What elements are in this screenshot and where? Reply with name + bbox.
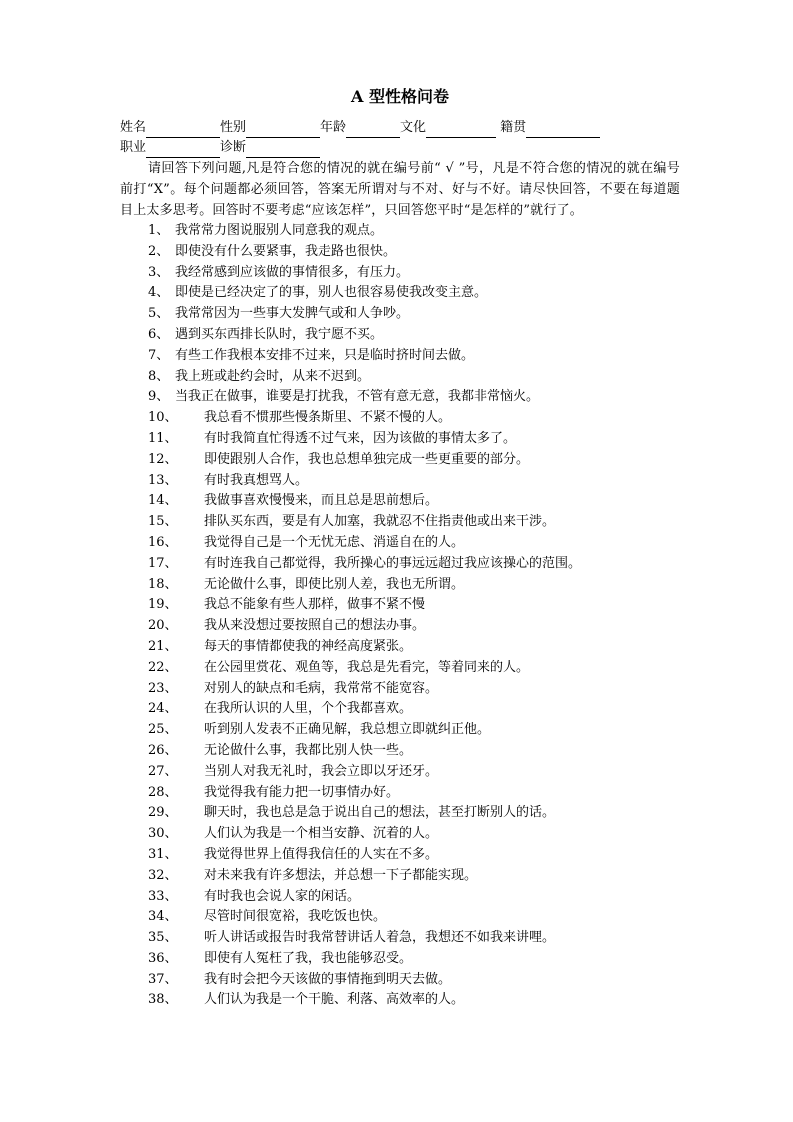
question-item[interactable] [120,491,680,512]
question-text: 人们认为我是一个干脆、利落、高效率的人。 [204,992,465,1008]
question-text: 我总看不惯那些慢条斯里、不紧不慢的人。 [204,410,452,426]
question-text: 遇到买东西排长队时，我宁愿不买。 [175,326,384,342]
question-text: 人们认为我是一个相当安静、沉着的人。 [204,826,439,842]
question-text: 对未来我有许多想法，并总想一下子都能实现。 [204,867,478,883]
question-item[interactable] [120,679,680,700]
question-text: 在我所认识的人里，个个我都喜欢。 [204,701,413,717]
question-text: 我经常感到应该做的事情很多，有压力。 [175,264,410,280]
question-number: 23、 [148,680,178,696]
question-item[interactable] [120,408,680,429]
question-item[interactable] [120,907,680,928]
question-item[interactable] [120,554,680,575]
question-number: 6、 [148,326,170,342]
question-number: 28、 [148,784,178,800]
question-number: 36、 [148,950,178,966]
question-item[interactable] [120,845,680,866]
question-text: 我总不能象有些人那样，做事不紧不慢 [204,597,426,613]
question-item[interactable] [120,263,680,284]
question-item[interactable] [120,221,680,242]
question-number: 11、 [148,430,178,446]
question-number: 4、 [148,285,170,301]
question-text: 每天的事情都使我的神经高度紧张。 [204,638,413,654]
question-number: 29、 [148,805,178,821]
question-item[interactable] [120,471,680,492]
question-item[interactable] [120,304,680,325]
question-text: 我上班或赴约会时，从来不迟到。 [175,368,371,384]
question-number: 7、 [148,347,170,363]
question-text: 我有时会把今天该做的事情拖到明天去做。 [204,971,452,987]
question-number: 25、 [148,722,178,738]
question-item[interactable] [120,990,680,1011]
question-number: 26、 [148,742,178,758]
question-item[interactable] [120,824,680,845]
question-number: 24、 [148,701,178,717]
question-number: 1、 [148,223,170,238]
question-text: 听人讲话或报告时我常替讲话人着急，我想还不如我来讲哩。 [204,930,556,946]
question-item[interactable] [120,970,680,991]
question-number: 31、 [148,846,178,862]
education-field[interactable]: 文化 [400,118,496,138]
question-item[interactable] [120,595,680,616]
question-text: 聊天时，我也总是急于说出自己的想法，甚至打断别人的话。 [204,805,556,821]
question-text: 即使是已经决定了的事，别人也很容易使我改变主意。 [175,285,488,301]
question-item[interactable] [120,283,680,304]
question-item[interactable] [120,866,680,887]
info-row-1 [120,118,680,138]
question-item[interactable] [120,242,680,263]
question-item[interactable] [120,429,680,450]
question-number: 32、 [148,867,178,883]
question-text: 有时我简直忙得透不过气来，因为该做的事情太多了。 [204,430,517,446]
question-list [120,221,680,1011]
native-place-field[interactable]: 籍贯 [496,118,600,138]
question-text: 对别人的缺点和毛病，我常常不能宽容。 [204,680,439,696]
question-number: 9、 [148,389,170,405]
age-field[interactable]: 年龄 [320,118,400,138]
question-item[interactable] [120,949,680,970]
question-item[interactable] [120,512,680,533]
question-number: 35、 [148,930,178,946]
occupation-field[interactable]: 职业 [120,138,220,158]
question-text: 无论做什么事，即使比别人差，我也无所谓。 [204,576,465,592]
question-text: 有时我也会说人家的闲话。 [204,888,361,904]
instructions: 请回答下列问题,凡是符合您的情况的就在编号前“ √ ”号，凡是不符合您的情况的就在编号前打“X”。每个问题都必须回答，答案无所谓对与不对、好与不好。请尽快回答，不要在每道题目上太多思考。回答时不要考虑“应该怎样”，只回答您平时“是怎样的”就行了。 [120,161,680,218]
question-item[interactable] [120,637,680,658]
question-text: 当别人对我无礼时，我会立即以牙还牙。 [204,763,439,779]
question-text: 即使有人冤枉了我，我也能够忍受。 [204,950,413,966]
question-number: 3、 [148,264,170,280]
question-item[interactable] [120,741,680,762]
question-text: 有些工作我根本安排不过来，只是临时挤时间去做。 [175,347,475,363]
question-number: 16、 [148,534,178,550]
question-number: 5、 [148,306,170,322]
question-number: 19、 [148,597,178,613]
document-page [120,86,680,1011]
question-item[interactable] [120,928,680,949]
question-number: 21、 [148,638,178,654]
question-item[interactable] [120,699,680,720]
question-number: 30、 [148,826,178,842]
question-text: 我觉得我有能力把一切事情办好。 [204,784,400,800]
question-number: 2、 [148,243,170,259]
name-field[interactable]: 姓名 [120,118,220,138]
question-number: 34、 [148,909,178,925]
question-text: 听到别人发表不正确见解，我总想立即就纠正他。 [204,722,491,738]
question-item[interactable] [120,367,680,388]
diagnosis-field[interactable]: 诊断 [220,138,320,158]
question-item[interactable] [120,575,680,596]
question-text: 我常常力图说服别人同意我的观点。 [175,223,384,238]
question-number: 12、 [148,451,178,467]
gender-field[interactable]: 性别 [220,118,320,138]
question-item[interactable] [120,533,680,554]
question-number: 13、 [148,472,178,488]
question-item[interactable] [120,450,680,471]
question-text: 我做事喜欢慢慢来，而且总是思前想后。 [204,493,439,509]
question-text: 当我正在做事，谁要是打扰我，不管有意无意，我都非常恼火。 [175,389,540,405]
question-text: 我觉得自己是一个无忧无虑、消遥自在的人。 [204,534,465,550]
question-text: 我常常因为一些事大发脾气或和人争吵。 [175,306,410,322]
question-item[interactable] [120,325,680,346]
question-number: 27、 [148,763,178,779]
question-number: 20、 [148,618,178,634]
info-row-2 [120,138,680,158]
question-number: 18、 [148,576,178,592]
question-text: 有时连我自己都觉得，我所操心的事远远超过我应该操心的范围。 [204,555,582,571]
question-number: 15、 [148,514,178,530]
question-item[interactable] [120,803,680,824]
question-item[interactable] [120,346,680,367]
question-text: 我从来没想过要按照自己的想法办事。 [204,618,426,634]
question-item[interactable] [120,616,680,637]
question-item[interactable] [120,658,680,679]
question-item[interactable] [120,387,680,408]
question-number: 37、 [148,971,178,987]
question-text: 在公园里赏花、观鱼等，我总是先看完，等着同来的人。 [204,659,530,675]
question-item[interactable] [120,887,680,908]
question-text: 排队买东西，要是有人加塞，我就忍不住指责他或出来干涉。 [204,514,556,530]
question-item[interactable] [120,783,680,804]
question-text: 无论做什么事，我都比别人快一些。 [204,742,413,758]
question-text: 即使没有什么要紧事，我走路也很快。 [175,243,397,259]
question-text: 有时我真想骂人。 [204,472,309,488]
question-text: 我觉得世界上值得我信任的人实在不多。 [204,846,439,862]
question-item[interactable] [120,762,680,783]
question-text: 尽管时间很宽裕，我吃饭也快。 [204,909,387,925]
question-text: 即使跟别人合作，我也总想单独完成一些更重要的部分。 [204,451,530,467]
question-number: 38、 [148,992,178,1008]
question-number: 14、 [148,493,178,509]
question-number: 8、 [148,368,170,384]
question-number: 10、 [148,410,178,426]
question-item[interactable] [120,720,680,741]
question-number: 22、 [148,659,178,675]
question-number: 17、 [148,555,178,571]
question-number: 33、 [148,888,178,904]
page-title: A 型性格问卷 [351,87,449,106]
